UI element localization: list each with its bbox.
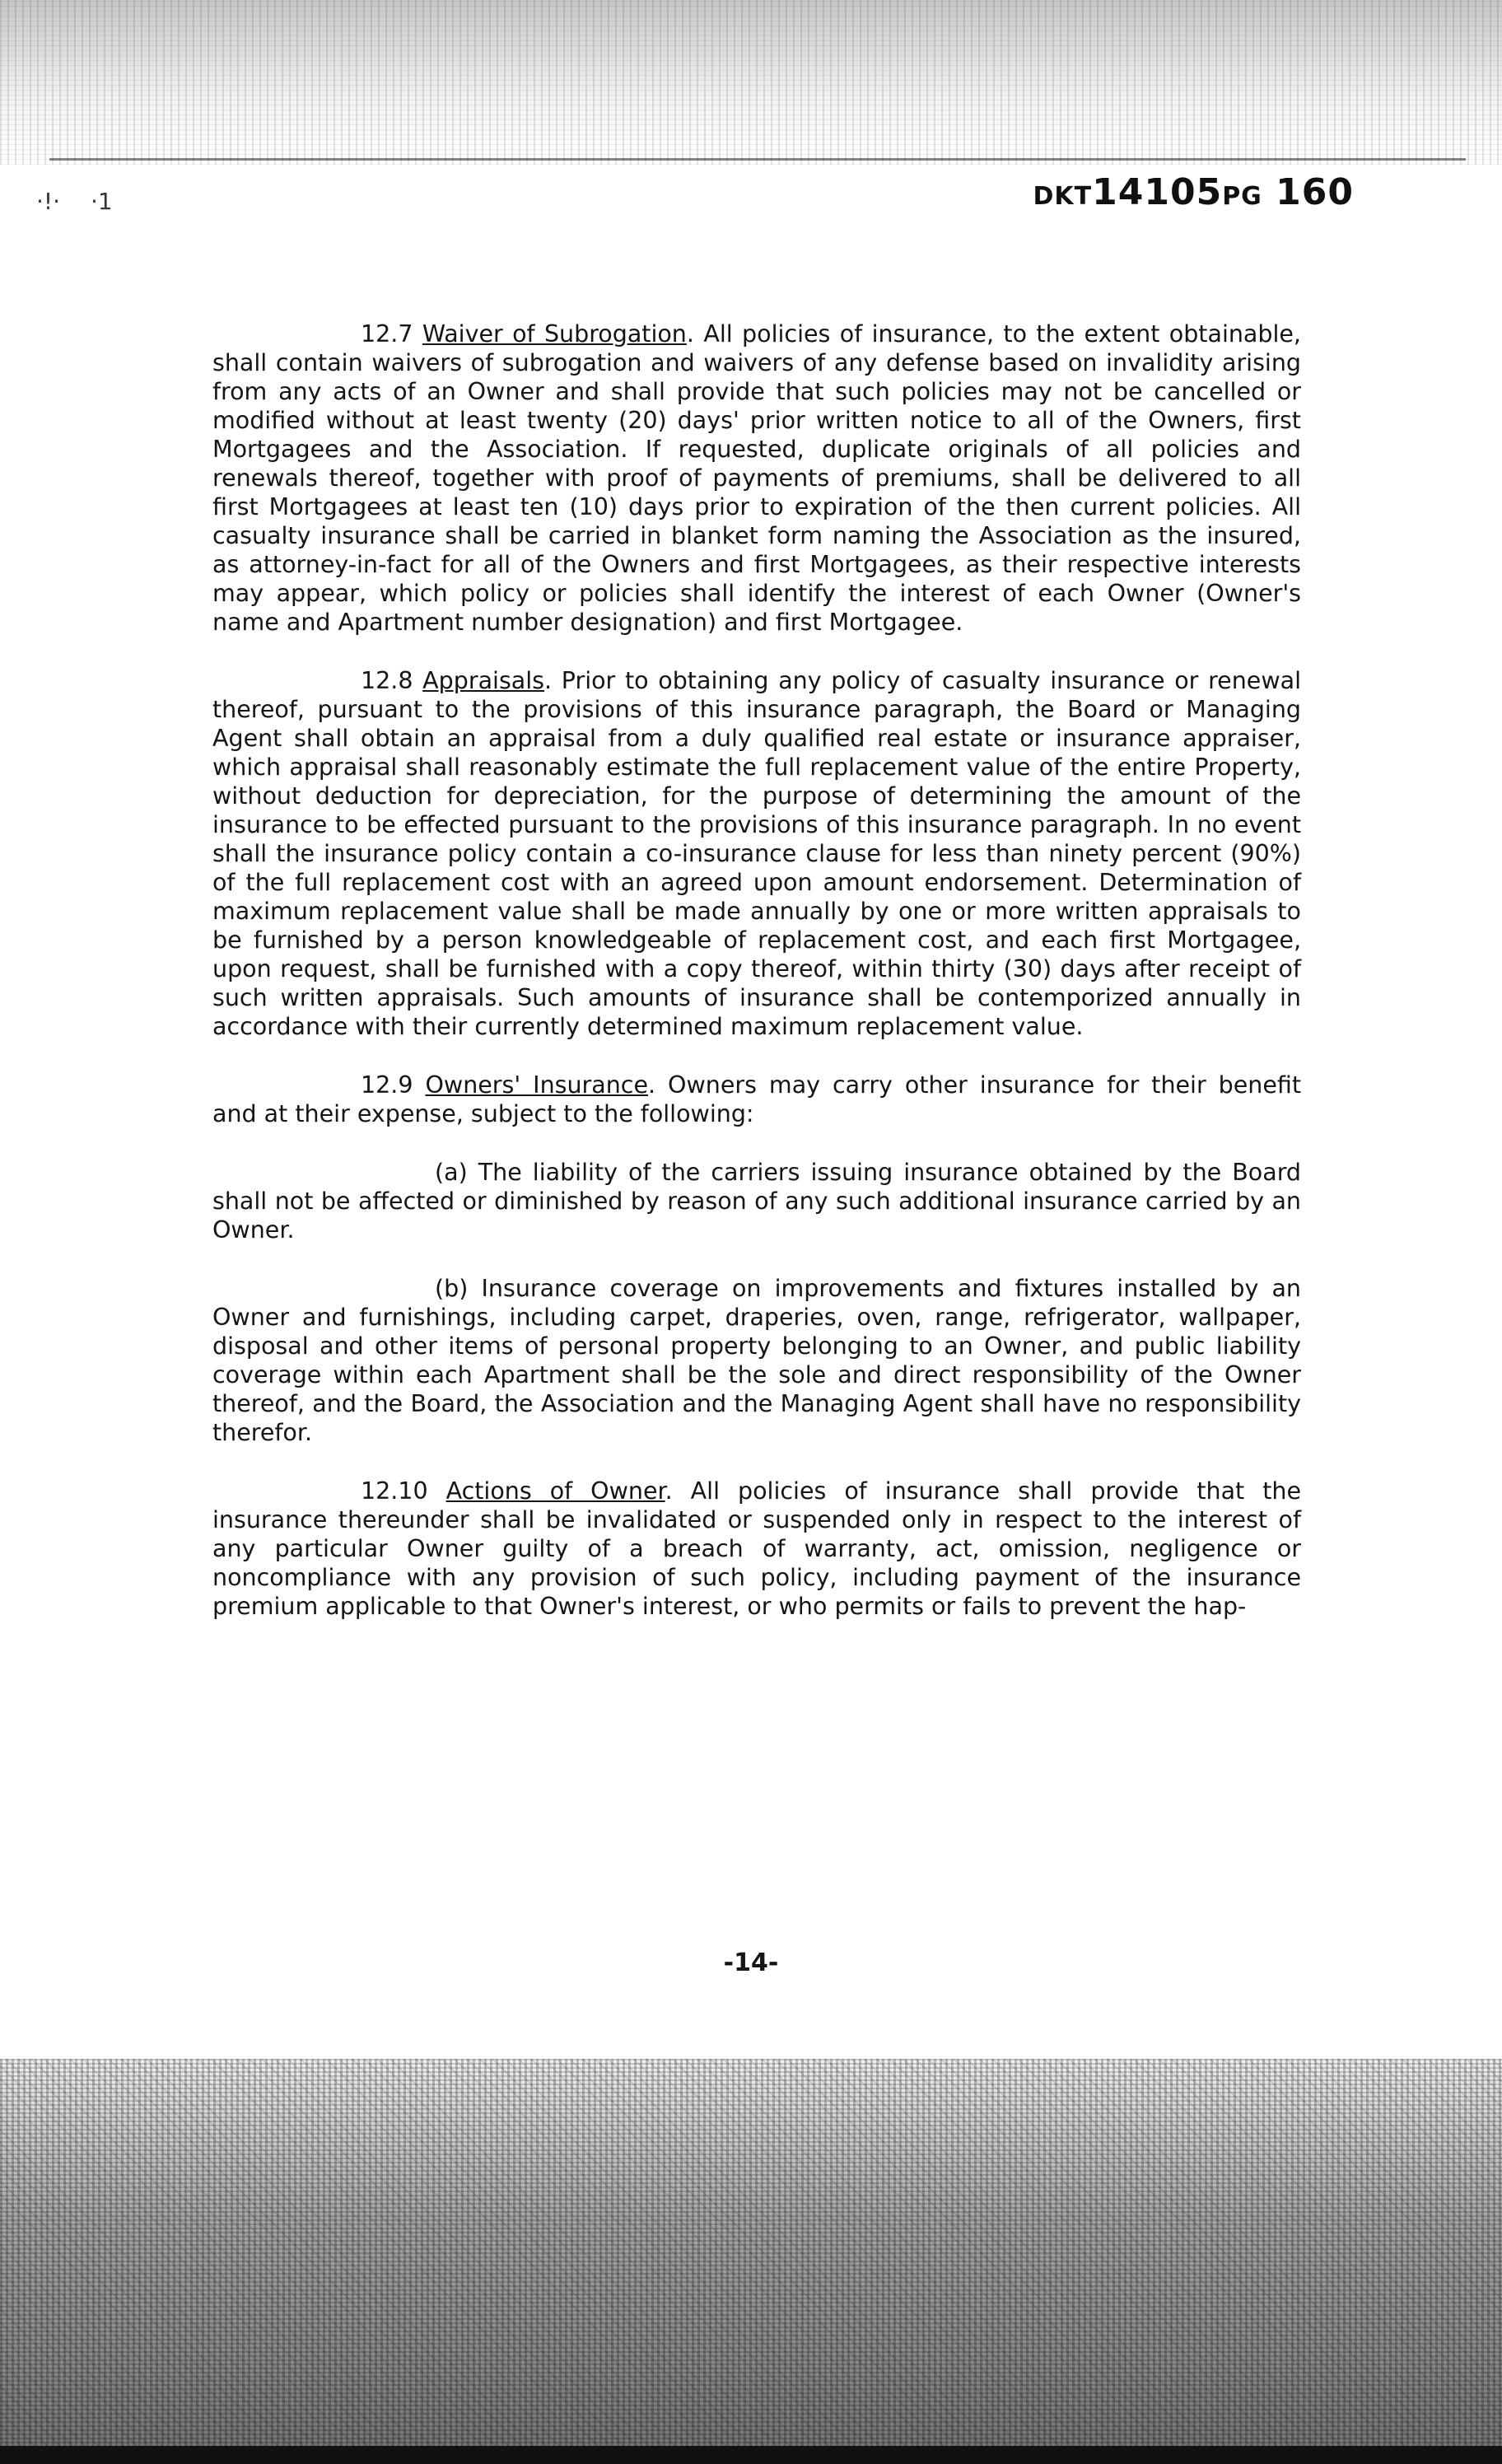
section-12-8: 12.8 Appraisals. Prior to obtaining any policy of casualty insurance or renewal thereof, pursuant to the provisions of this insurance paragraph, the Board or Managing Agent shall obtain an appraisal from a duly qualified real estate or insurance appraiser, which appraisal shall reasonably estimate the full replacement value of the entire Property, without deduction for depreciation, for the purpose of determining the amount of the insurance to be effected pursuant to the provisions of this insurance paragraph. In no event shall the insurance policy contain a co-insurance clause for less than ninety percent (90%) of the full replacement cost with an agreed upon amount endorsement. Determination of maximum replacement value shall be made annually by one or more written appraisals to be furnished by a person knowledgeable of replacement cost, and each first Mortgagee, upon request, shall be furnished with a copy thereof, within thirty (30) days after receipt of such written appraisals. Such amounts of insurance shall be contemporized annually in accordance with their currently determined maximum replacement value. (212, 667, 1302, 1040)
section-number: 12.10 (361, 1477, 428, 1505)
section-heading: Owners' Insurance (425, 1071, 648, 1099)
section-12-10: 12.10 Actions of Owner. All policies of insurance shall provide that the insurance thereunder shall be invalidated or suspended only in respect to the interest of any particular Owner guilty of a breach of warranty, act, omission, negligence or noncompliance with any provision of such policy, including payment of the insurance premium applicable to that Owner's interest, or who permits or fails to prevent the hap- (212, 1477, 1301, 1620)
section-number: 12.8 (361, 667, 413, 694)
scan-noise-top (0, 0, 1502, 165)
section-text: Owners may carry other insurance for their benefit and at their expense, subject to the following: (212, 1071, 1302, 1127)
section-heading: Actions of Owner (445, 1477, 665, 1505)
section-text: Prior to obtaining any policy of casualty insurance or renewal thereof, pursuant to the provisions of this insurance paragraph, the Board or Managing Agent shall obtain an appraisal from a duly qualified real estate or insurance appraiser, which appraisal shall reasonably estimate the full replacement value of the entire Property, without deduction for depreciation, for the purpose of determining the amount of the insurance to be effected pursuant to the provisions of this insurance paragraph. In no event shall the insurance policy contain a co-insurance clause for less than ninety percent (90%) of the full replacement cost with an agreed upon amount endorsement. Determination of maximum replacement value shall be made annually by one or more written appraisals to be furnished by a person knowledgeable of replacement cost, and each first Mortgagee, upon request, shall be furnished with a copy thereof, within thirty (30) days after receipt of such written appraisals. Such amounts of insurance shall be contemporized annually in accordance with their currently determined maximum replacement value. (212, 667, 1302, 1040)
stamp-number: 14105 (1092, 171, 1223, 213)
subsection-label: (a) (435, 1159, 468, 1186)
stamp-page: 160 (1276, 171, 1354, 213)
stamp-prefix: DKT (1033, 182, 1093, 211)
subsection-text: Insurance coverage on improvements and fixtures installed by an Owner and furnishings, including carpet, draperies, oven, range, refrigerator, wallpaper, disposal and other items of personal property belonging to an Owner, and public liability coverage within each Apartment shall be the sole and direct responsibility of the Owner thereof, and the Board, the Association and the Managing Agent shall have no responsibility therefor. (212, 1275, 1301, 1446)
scan-noise-bottom (0, 2059, 1502, 2464)
document-body (212, 320, 1301, 1650)
subsection-b (212, 1274, 1301, 1447)
stamp-pg: PG (1222, 182, 1262, 211)
scan-edge-line (49, 158, 1466, 161)
page-number: -14- (723, 1948, 779, 1977)
book-page-stamp (1033, 171, 1354, 213)
section-heading: Appraisals (422, 667, 545, 694)
section-text: All policies of insurance, to the extent obtainable, shall contain waivers of subrogation and waivers of any defense based on invalidity arising from any acts of an Owner and shall provide that such policies may not be cancelled or modified without at least twenty (20) days' prior written notice to all of the Owners, first Mortgagees and the Association. If requested, duplicate originals of all policies and renewals thereof, together with proof of payments of premiums, shall be delivered to all first Mortgagees at least ten (10) days prior to expiration of the then current policies. All casualty insurance shall be carried in blanket form naming the Association as the insured, as attorney-in-fact for all of the Owners and first Mortgagees, as their respective interests may appear, which policy or policies shall identify the interest of each Owner (Owner's name and Apartment number designation) and first Mortgagee. (212, 320, 1301, 636)
subsection-label: (b) (435, 1275, 469, 1302)
section-text: All policies of insurance shall provide that the insurance thereunder shall be invalidated or suspended only in respect to the interest of any particular Owner guilty of a breach of warranty, act, omission, negligence or noncompliance with any provision of such policy, including payment of the insurance premium applicable to that Owner's interest, or who permits or fails to prevent the hap- (212, 1477, 1301, 1620)
section-number: 12.9 (361, 1071, 413, 1099)
margin-mark: ·1 (91, 188, 113, 215)
section-number: 12.7 (361, 320, 413, 348)
section-12-7: 12.7 Waiver of Subrogation. All policies of insurance, to the extent obtainable, shall contain waivers of subrogation and waivers of any defense based on invalidity arising from any acts of an Owner and shall provide that such policies may not be cancelled or modified without at least twenty (20) days' prior written notice to all of the Owners, first Mortgagees and the Association. If requested, duplicate originals of all policies and renewals thereof, together with proof of payments of premiums, shall be delivered to all first Mortgagees at least ten (10) days prior to expiration of the then current policies. All casualty insurance shall be carried in blanket form naming the Association as the insured, as attorney-in-fact for all of the Owners and first Mortgagees, as their respective interests may appear, which policy or policies shall identify the interest of each Owner (Owner's name and Apartment number designation) and first Mortgagee. (212, 320, 1301, 636)
scan-edge-bottom (0, 2446, 1502, 2464)
section-12-9: 12.9 Owners' Insurance. Owners may carry other insurance for their benefit and at their expense, subject to the following: (212, 1071, 1302, 1127)
subsection-text: The liability of the carriers issuing insurance obtained by the Board shall not be affected or diminished by reason of any such additional insurance carried by an Owner. (212, 1159, 1302, 1244)
subsection-a (212, 1158, 1301, 1244)
section-heading: Waiver of Subrogation (422, 320, 687, 348)
margin-mark: ·!· (36, 188, 61, 215)
